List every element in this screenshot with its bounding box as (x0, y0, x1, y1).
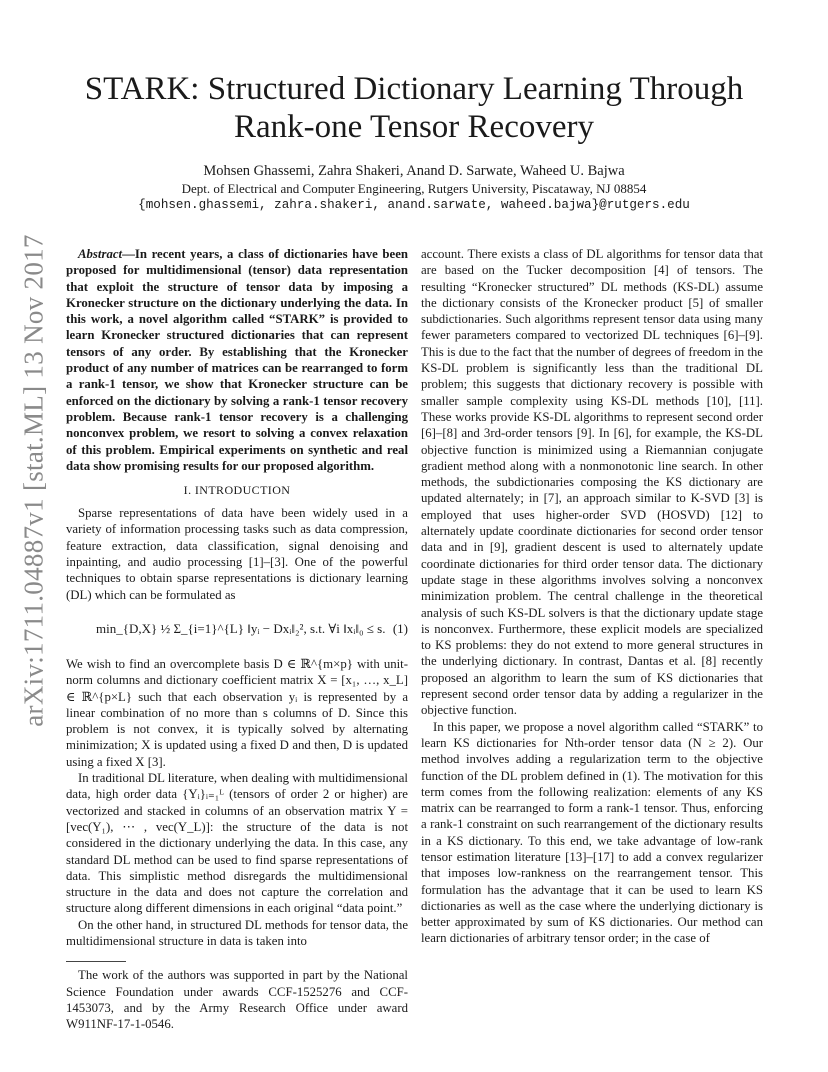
section-heading-introduction: I. INTRODUCTION (183, 483, 291, 498)
right-column (421, 246, 763, 947)
equation-number: (1) (392, 620, 408, 636)
left-column (66, 246, 408, 1032)
paragraph-right-2: In this paper, we propose a novel algorithm called “STARK” to learn KS dictionaries for Nth-order tensor data (N ≥ 2). Our method involves adding a regularization term to the objective function of the DL problem defined in (1). The motivation for this term comes from the following realization: elements of any KS matrix can be rearranged to form a rank-1 tensor. Thus, enforcing a rank-1 constraint on such rearrangement of the dictionary results in a KS dictionary. To this end, we take advantage of low-rank tensor estimation literature [13]–[17] to add a convex regularizer that imposes low-rankness on the rearrangement tensor. This formulation has the advantage that it can be used to learn KS dictionaries as well as the case where the underlying dictionary is better approximated by sum of KS dictionaries. Our method can learn dictionaries of arbitrary tensor order; in the case of (421, 719, 763, 946)
author-list: Mohsen Ghassemi, Zahra Shakeri, Anand D. Sarwate, Waheed U. Bajwa (203, 163, 625, 179)
arxiv-identifier (8, 233, 60, 727)
paragraph-intro-3: In traditional DL literature, when dealing with multidimensional data, high order data {Yᵢ}ᵢ₌₁ᴸ (tensors of order 2 or higher) are vectorized and stacked in columns of an observation matrix Y = [vec(Y₁), ⋯ , vec(Y_L)]: the structure of the data is not considered in the dictionary underlying the data. In this case, any standard DL method can be used to find sparse representations of data. This simplistic method disregards the multidimensional structure in the data and does not capture the correlation and structure along different dimensions in each original “data point.” (66, 771, 408, 916)
paragraph-intro-1: Sparse representations of data have been widely used in a variety of information processing tasks such as data compression, feature extraction, data classification, signal denoising and inpainting, and audio processing [1]–[3]. One of the powerful techniques to obtain sparse representations is dictionary learning (DL) which can be formulated as (66, 506, 408, 602)
abstract (66, 246, 408, 474)
equation-body: min_{D,X} ½ Σ_{i=1}^{L} ‖yᵢ − Dxᵢ‖₂², s.t. ∀i ‖xᵢ‖₀ ≤ s. (96, 620, 386, 636)
equation-1 (66, 605, 408, 653)
paragraph-right-1: account. There exists a class of DL algorithms for tensor data that are based on the Tucker decomposition [4] of tensors. The resulting “Kronecker structured” DL methods (KS-DL) assume the dictionary consists of the Kronecker product [5] of smaller subdictionaries. Such algorithms represent tensor data using many fewer parameters compared to vectorized DL techniques [6]–[9]. This is due to the fact that the number of degrees of freedom in the KS-DL problem is significantly less than the traditional DL problem; this suggests that dictionary recovery is possible with smaller sample complexity using KS-DL methods [10], [11]. These works provide KS-DL algorithms to represent second order [6]–[8] and 3rd-order tensors [9]. In [6], for example, the KS-DL objective function is minimized using a Riemannian conjugate gradient method along with a nonmonotonic line search. In other methods, the subdictionaries composing the KS dictionary are updated alternately; in [7], an approach similar to K-SVD [3] is employed that uses higher-order SVD (HOSVD) [12] to alternately update coordinate dictionaries for second order tensor data and in [9], gradient descent is used to alternately update coordinate dictionaries for third order tensor data. The dictionary update stage in these algorithms involves solving a nonconvex minimization problem. The central challenge in the theoretical analysis of such KS-DL solvers is that the dictionary update stage is nonconvex. Furthermore, these explicit models are specialized to KS problems: they do not extend to more general structures in the underlying dictionary. In contrast, Dantas et al. [8] recently proposed an algorithm to learn the sum of KS dictionaries that represent second order tensor data by adding a regularizer in the objective function. (421, 247, 763, 718)
abstract-label: Abstract (78, 247, 123, 261)
paper-title: STARK: Structured Dictionary Learning Through Rank-one Tensor Recovery (84, 71, 744, 145)
affiliation: Dept. of Electrical and Computer Engineering, Rutgers University, Piscataway, NJ 08854 (181, 181, 647, 196)
abstract-text: —In recent years, a class of dictionaries have been proposed for multidimensional (tensor) data representation that exploit the structure of tensor data by imposing a Kronecker structure on the dictionary underlying the data. In this work, a novel algorithm called “STARK” is provided to learn Kronecker structured dictionaries that can represent tensors of any order. By establishing that the Kronecker product of any number of matrices can be rearranged to form a rank-1 tensor, we show that Kronecker structure can be enforced on the dictionary by solving a rank-1 tensor recovery problem. Because rank-1 tensor recovery is a challenging nonconvex problem, we resort to solving a convex relaxation of this problem. Empirical experiments on synthetic and real data show promising results for our proposed algorithm. (66, 247, 408, 473)
paragraph-intro-2: We wish to find an overcomplete basis D ∈ ℝ^{m×p} with unit-norm columns and dictionary coefficient matrix X = [x₁, …, x_L] ∈ ℝ^{p×L} such that each observation yᵢ is represented by a linear combination of no more than s columns of D. Since this problem is not convex, it is typically solved by alternating minimization; X is updated using a fixed D and then, D is updated using a fixed X [3]. (66, 656, 408, 769)
paragraph-intro-4: On the other hand, in structured DL methods for tensor data, the multidimensional structure in data is taken into (66, 917, 408, 948)
author-emails: {mohsen.ghassemi, zahra.shakeri, anand.sarwate, waheed.bajwa}@rutgers.edu (138, 198, 690, 212)
arxiv-identifier-text: arXiv:1711.04887v1 [stat.ML] 13 Nov 2017 (18, 233, 49, 727)
funding-footnote: The work of the authors was supported in part by the National Science Foundation under awards CCF-1525276 and CCF-1453073, and by the Army Research Office under award W911NF-17-1-0546. (66, 968, 408, 1032)
footnote-rule (66, 961, 126, 962)
